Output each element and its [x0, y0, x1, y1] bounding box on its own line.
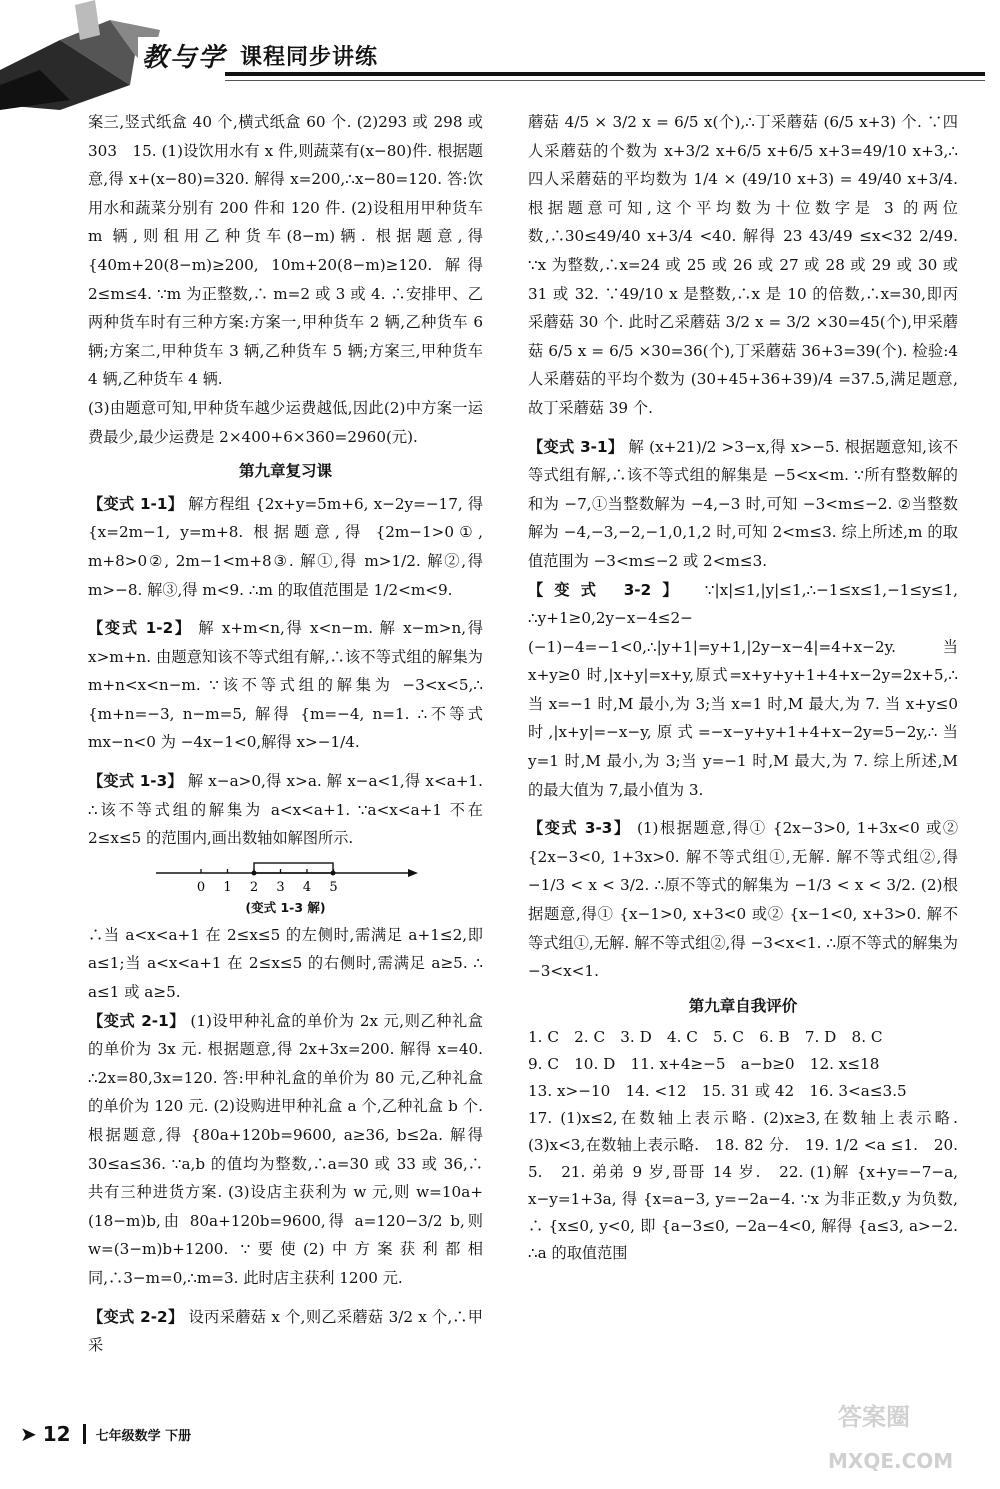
- variant-tag: 【变式 1-2】: [88, 619, 192, 638]
- number-line-tick-label: 1: [222, 879, 232, 895]
- answer-paragraph: 案三,竖式纸盒 40 个,横式纸盒 60 个. (2)293 或 298 或 303 15. (1)设饮用水有 x 件,则蔬菜有(x−80)件. 根据题意,得 x+(x−80)=320. 解得 x=200,∴x−80=120. 答:饮用水和蔬菜分别有 200 件和 120 件. (2)设租用甲种货车 m 辆,则租用乙种货车(8−m)辆. 根据题意,得 {40m+20(8−m)≥200, 10m+20(8−m)≥120. 解得 2≤m≤4. ∵m 为正整数,∴ m=2 或 3 或 4. ∴安排甲、乙两种货车时有三种方案:方案一,甲种货车 2 辆,乙种货车 6 辆;方案二,甲种货车 3 辆,乙种货车 5 辆;方案三,甲种货车 4 辆,乙种货车 4 辆.: [88, 113, 483, 389]
- variant-1-3: [88, 767, 483, 853]
- variant-text: (1)设甲种礼盒的单价为 2x 元,则乙种礼盒的单价为 3x 元. 根据题意,得 2x+3x=200. 解得 x=40. ∴2x=80,3x=120. 答:甲种礼盒的单价为 80 元,乙种礼盒的单价为 120 元. (2)设购进甲种礼盒 a 个,乙种礼盒 b 个. 根据题意,得 {80a+120b=9600, a≥36, b≤2a. 解得 30≤a≤36. ∵a,b 的值均为整数,∴a=30 或 33 或 36,∴共有三种进货方案. (3)设店主获利为 w 元,则 w=10a+(18−m)b,由 80a+120b=9600,得 a=120−3/2 b,则 w=(3−m)b+1200. ∵要使(2)中方案获利都相同,∴3−m=0,∴m=3. 此时店主获利 1200 元.: [88, 1011, 483, 1287]
- answer-row: 1. C 2. C 3. D 4. C 5. C 6. B 7. D 8. C: [528, 1028, 883, 1047]
- header-rule-thin: [225, 80, 985, 81]
- variant-2-2: [88, 1303, 483, 1360]
- spacer: [528, 804, 958, 814]
- arrow-right-icon: ➤: [20, 1422, 37, 1446]
- variant-text: 设丙采蘑菇 x 个,则乙采蘑菇 3/2 x 个,∴甲采: [88, 1307, 483, 1355]
- variant-3-3: [528, 814, 958, 986]
- variant-2-1: [88, 1007, 483, 1293]
- interval-endpoint-2: [251, 870, 256, 875]
- interval-endpoint-5: [330, 870, 335, 875]
- answer-row: 13. x>−10 14. <12 15. 31 或 42 16. 3<a≤3.5: [528, 1082, 907, 1101]
- figure-caption: (变式 1-3 解): [245, 899, 326, 915]
- number-line-tick-label: 2: [249, 879, 258, 895]
- section-title-review: 第九章复习课: [238, 462, 332, 481]
- left-column: [88, 108, 483, 1360]
- variant-3-1: [528, 433, 958, 576]
- section-title-self-evaluation: 第九章自我评价: [688, 996, 798, 1015]
- variant-tag: 【变式 2-1】: [88, 1011, 185, 1030]
- number-line-tick-label: 0: [196, 879, 205, 895]
- footer-divider: [83, 1424, 86, 1444]
- variant-text: 解 x−a>0,得 x>a. 解 x−a<1,得 x<a+1. ∴该不等式组的解集为 a<x<a+1. ∵a<x<a+1 不在 2≤x≤5 的范围内,画出数轴如解图所示.: [88, 772, 483, 848]
- variant-tag: 【变式 1-3】: [88, 772, 183, 791]
- answer-paragraph: (3)由题意可知,甲种货车越少运费越低,因此(2)中方案一运费最少,最少运费是 2×400+6×360=2960(元).: [88, 398, 483, 446]
- answer-row: 9. C 10. D 11. x+4≥−5 a−b≥0 12. x≤18: [528, 1055, 880, 1074]
- variant-tag: 【变式 3-3】: [528, 819, 631, 838]
- watermark-text: 答案圈: [838, 1403, 910, 1431]
- variant-1-3-continued: ∴当 a<x<a+1 在 2≤x≤5 的左侧时,需满足 a+1≤2,即 a≤1;当 a<x<a+1 在 2≤x≤5 的右侧时,需满足 a≥5. ∴ a≤1 或 a≥5.: [88, 925, 483, 1002]
- variant-text: (1)根据题意,得① {2x−3>0, 1+3x<0 或② {2x−3<0, 1+3x>0. 解不等式组①,无解. 解不等式组②,得 −1/3 < x < 3/2. ∴原不等式的解集为 −1/3 < x < 3/2. (2)根据题意,得① {x−1>0, x+3<0 或② {x−1<0, x+3>0. 解不等式组①,无解. 解不等式组②,得 −3<x<1. ∴原不等式的解集为 −3<x<1.: [528, 819, 959, 981]
- spacer: [88, 757, 483, 767]
- spacer: [528, 423, 958, 433]
- right-column: [528, 108, 958, 1267]
- header-rule: [225, 72, 985, 76]
- book-label: 七年级数学 下册: [95, 1428, 192, 1444]
- number-line-tick-label: 5: [328, 879, 338, 895]
- variant-tag: 【变式 3-2】: [528, 580, 689, 599]
- spacer: [88, 604, 483, 614]
- interval-bracket: [254, 863, 333, 873]
- brand-title: 课程同步讲练: [240, 44, 379, 70]
- variant-3-2: [528, 576, 958, 805]
- variant-text: ∵|x|≤1,|y|≤1,∴−1≤x≤1,−1≤y≤1, ∴y+1≥0,2y−x−4≤2−(−1)−4=−1<0,∴|y+1|=y+1,|2y−x−4|=4+x−2y. 当 x+y≥0 时,|x+y|=x+y,原式=x+y+y+1+4+x−2y=2x+5,∴当 x=−1 时,M 最小,为 3;当 x=1 时,M 最大,为 7. 当 x+y≤0 时,|x+y|=−x−y,原式=−x−y+y+1+4+x−2y=5−2y,∴当 y=1 时,M 最小,为 3;当 y=−1 时,M 最大,为 7. 综上所述,M 的最大值为 7,最小值为 3.: [528, 580, 958, 799]
- watermark-url: MXQE.COM: [828, 1449, 954, 1473]
- page-header: [0, 0, 1000, 110]
- answer-row: 17. (1)x≤2,在数轴上表示略. (2)x≥3,在数轴上表示略. (3)x<3,在数轴上表示略. 18. 82 分. 19. 1/2 <a ≤1. 20. 5. 21. 弟弟 9 岁,哥哥 14 岁. 22. (1)解 {x+y=−7−a, x−y=1+3a, 得 {x=a−3, y=−2a−4. ∵x 为非正数,y 为负数, ∴ {x≤0, y<0, 即 {a−3≤0, −2a−4<0, 解得 {a≤3, a>−2. ∴a 的取值范围: [528, 1109, 958, 1263]
- page-footer: [20, 1416, 191, 1452]
- number-line-figure: [146, 857, 426, 899]
- variant-text: 解 (x+21)/2 >3−x,得 x>−5. 根据题意知,该不等式组有解,∴该不等式组的解集是 −5<x<m. ∵所有整数解的和为 −7,①当整数解为 −4,−3 时,可知 −3<m≤−2. ②当整数解为 −4,−3,−2,−1,0,1,2 时,可知 2<m≤3. 综上所述,m 的取值范围为 −3<m≤−2 或 2<m≤3.: [528, 437, 959, 570]
- variant-tag: 【变式 2-2】: [88, 1307, 184, 1326]
- number-line-tick-label: 3: [275, 879, 285, 895]
- watermark-logo: [798, 1380, 988, 1480]
- variant-tag: 【变式 1-1】: [88, 494, 184, 513]
- variant-1-2: [88, 614, 483, 757]
- answer-key: [528, 1024, 958, 1267]
- variant-text: 解 x+m<n,得 x<n−m. 解 x−m>n,得 x>m+n. 由题意知该不等式组有解,∴该不等式组的解集为 m+n<x<n−m. ∵该不等式组的解集为 −3<x<5,∴ {m+n=−3, n−m=5, 解得 {m=−4, n=1. ∴不等式 mx−n<0 为 −4x−1<0,解得 x>−1/4.: [88, 619, 484, 752]
- number-line-tick-label: 4: [302, 879, 311, 895]
- page-number: 12: [42, 1422, 71, 1446]
- answer-paragraph: 蘑菇 4/5 × 3/2 x = 6/5 x(个),∴丁采蘑菇 (6/5 x+3) 个. ∵四人采蘑菇的个数为 x+3/2 x+6/5 x+6/5 x+3=49/10 x+3,∴四人采蘑菇的平均数为 1/4 × (49/10 x+3) = 49/40 x+3/4. 根据题意可知,这个平均数为十位数字是 3 的两位数,∴30≤49/40 x+3/4 <40. 解得 23 43/49 ≤x<32 2/49. ∵x 为整数,∴x=24 或 25 或 26 或 27 或 28 或 29 或 30 或 31 或 32. ∵49/10 x 是整数,∴x 是 10 的倍数,∴x=30,即丙采蘑菇 30 个. 此时乙采蘑菇 3/2 x = 3/2 ×30=45(个),甲采蘑菇 6/5 x = 6/5 ×30=36(个),丁采蘑菇 36+3=39(个). 检验:4 人采蘑菇的平均个数为 (30+45+36+39)/4 =37.5,满足题意,故丁采蘑菇 39 个.: [528, 113, 958, 417]
- spacer: [88, 1293, 483, 1303]
- variant-text: 解方程组 {2x+y=5m+6, x−2y=−17, 得 {x=2m−1, y=m+8. 根据题意,得 {2m−1>0①, m+8>0②, 2m−1<m+8③. 解①,得 m>1/2. 解②,得 m>−8. 解③,得 m<9. ∴m 的取值范围是 1/2<m<9.: [88, 494, 484, 599]
- variant-tag: 【变式 3-1】: [528, 437, 624, 456]
- number-line-arrow: [408, 869, 418, 877]
- variant-1-1: [88, 490, 483, 604]
- brand-logo: 教与学: [138, 37, 230, 74]
- brand: [138, 38, 378, 72]
